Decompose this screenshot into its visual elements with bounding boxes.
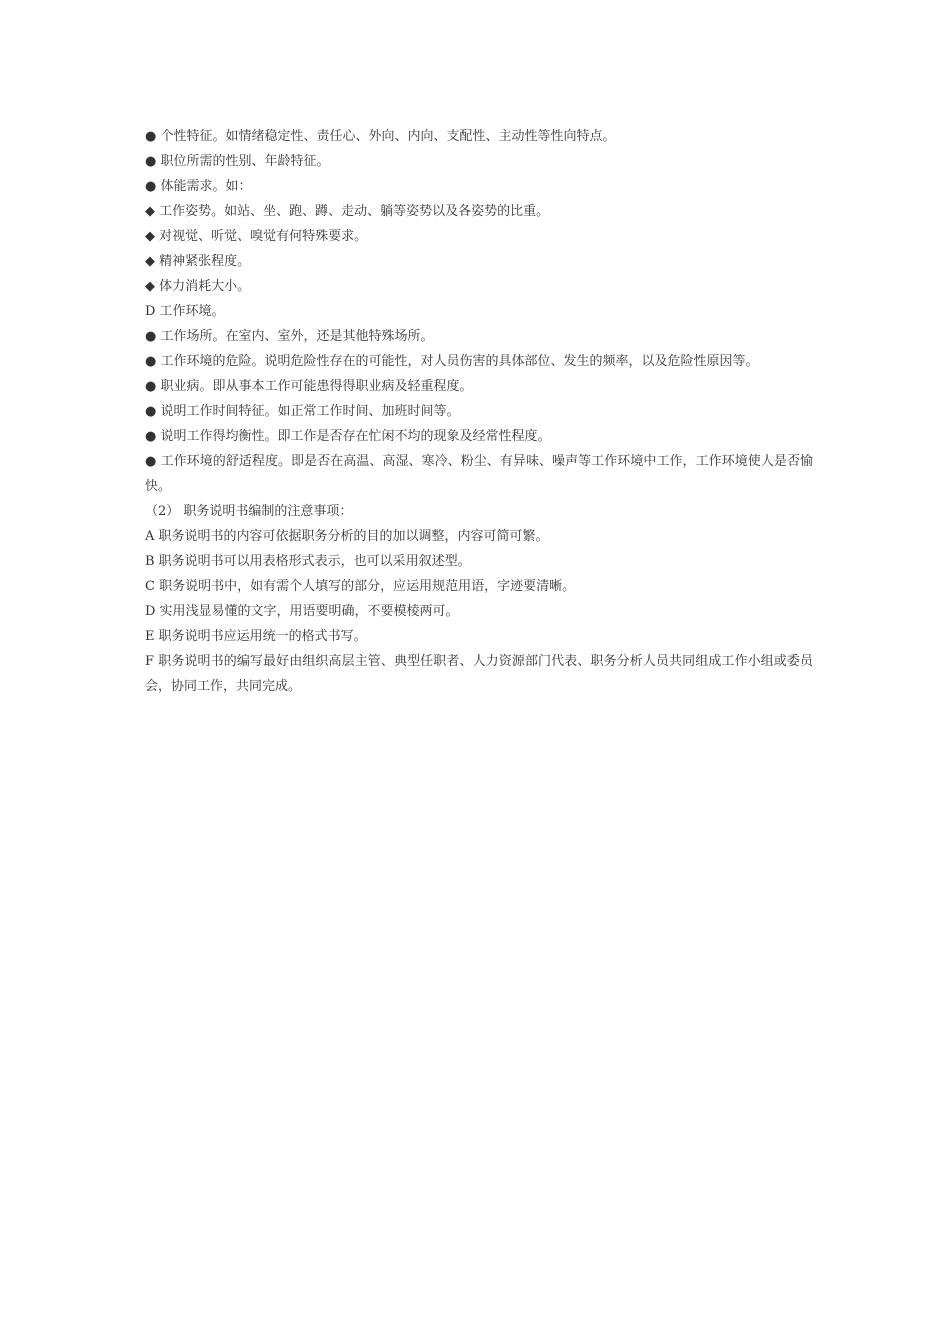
bullet-personality: ● 个性特征。如情绪稳定性、责任心、外向、内向、支配性、主动性等性向特点。 <box>145 129 616 144</box>
bullet-work-balance: ● 说明工作得均衡性。即工作是否存在忙闲不均的现象及经常性程度。 <box>145 429 551 444</box>
note-e: E 职务说明书应运用统一的格式书写。 <box>145 629 367 644</box>
note-c: C 职务说明书中，如有需个人填写的部分，应运用规范用语，字迹要清晰。 <box>145 579 576 594</box>
note-f: F 职务说明书的编写最好由组织高层主管、典型任职者、人力资源部门代表、职务分析人员共同组成工作小组或委员会，协同工作，共同完成。 <box>145 654 813 694</box>
bullet-work-time: ● 说明工作时间特征。如正常工作时间、加班时间等。 <box>145 404 460 419</box>
document-body <box>145 124 813 699</box>
bullet-danger: ● 工作环境的危险。说明危险性存在的可能性，对人员伤害的具体部位、发生的频率，以及危险性原因等。 <box>145 354 759 369</box>
bullet-comfort: ● 工作环境的舒适程度。即是否在高温、高湿、寒冷、粉尘、有异味、噪声等工作环境中工作，工作环境使人是否愉快。 <box>145 454 813 494</box>
bullet-gender-age: ● 职位所需的性别、年龄特征。 <box>145 154 330 169</box>
sub-bullet-senses: ◆ 对视觉、听觉、嗅觉有何特殊要求。 <box>145 229 368 244</box>
note-d: D 实用浅显易懂的文字，用语要明确，不要模棱两可。 <box>145 604 459 619</box>
section-work-environment: D 工作环境。 <box>145 304 225 319</box>
bullet-workplace: ● 工作场所。在室内、室外，还是其他特殊场所。 <box>145 329 434 344</box>
note-a: A 职务说明书的内容可依据职务分析的目的加以调整，内容可简可繁。 <box>145 529 549 544</box>
bullet-occupational-disease: ● 职业病。即从事本工作可能患得得职业病及轻重程度。 <box>145 379 473 394</box>
note-b: B 职务说明书可以用表格形式表示，也可以采用叙述型。 <box>145 554 471 569</box>
sub-bullet-posture: ◆ 工作姿势。如站、坐、跑、蹲、走动、躺等姿势以及各姿势的比重。 <box>145 204 550 219</box>
bullet-physical-needs: ● 体能需求。如： <box>145 179 252 194</box>
sub-bullet-stress: ◆ 精神紧张程度。 <box>145 254 251 269</box>
sub-bullet-energy: ◆ 体力消耗大小。 <box>145 279 251 294</box>
section-notes-heading: （2） 职务说明书编制的注意事项： <box>145 504 353 519</box>
